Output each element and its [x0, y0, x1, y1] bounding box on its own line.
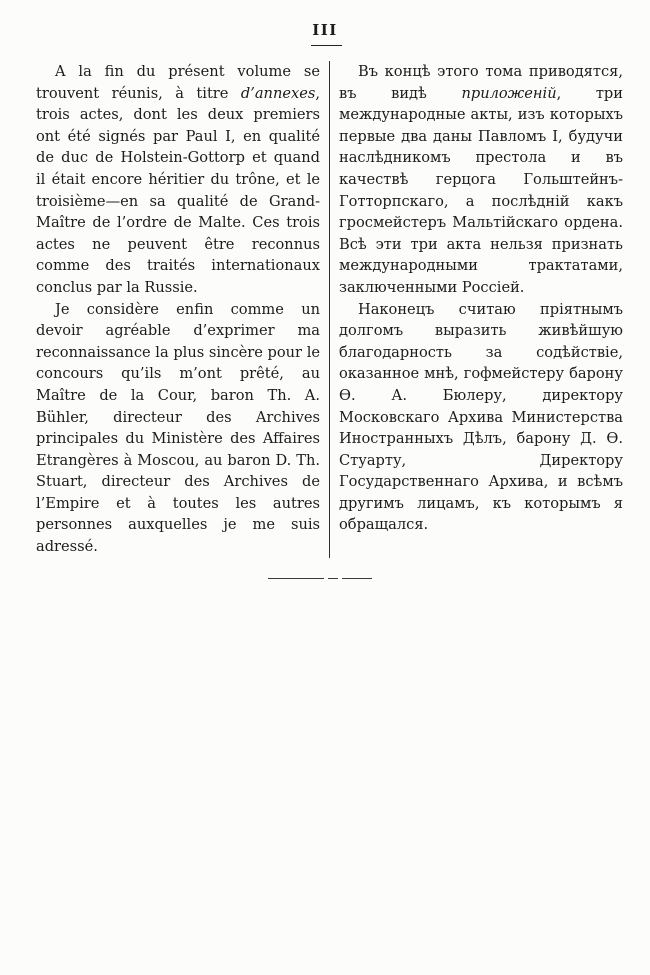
text-run: Въ концѣ этого тома приводятся, въ видѣ: [339, 63, 623, 102]
russian-column: [330, 61, 623, 558]
page-number-rule: [311, 45, 342, 46]
paragraph: [339, 299, 623, 537]
page-number: III: [312, 21, 338, 39]
end-rule-segment: [268, 578, 324, 579]
french-column: [36, 61, 329, 558]
paragraph: [36, 299, 320, 558]
text-run: , три международные акты, изъ которыхъ первые два даны Павломъ I, будучи наслѣдникомъ престола и въ качествѣ герцога Гольштейнъ-Готторпскаго, а послѣдній какъ гросмейстеръ Мальтійскаго ордена. Всѣ эти три акта нельзя признать международными трактатами, заключенными Россіей.: [339, 84, 623, 296]
text-columns: [36, 61, 624, 558]
end-rule-segment: [328, 578, 338, 579]
italic-text-run: d’annexes: [240, 84, 316, 102]
text-run: , trois actes, dont les deux premiers ont été signés par Paul I, en qualité de duc de Holstein-Gottorp et quand il était encore héritier du trône, et le troisième—en sa qualité de Grand-Maître de l’ordre de Malte. Ces trois actes ne peuvent être reconnus comme des traités internationaux conclus par la Russie.: [36, 84, 320, 296]
paragraph: [339, 61, 623, 299]
paragraph: [36, 61, 320, 299]
italic-text-run: приложеній: [461, 84, 557, 102]
text-run: A la fin du présent volume se trouvent réunis, à titre: [36, 63, 320, 102]
text-run: Je considère enfin comme un devoir agréable d’exprimer ma reconnaissance la plus sincère pour le concours qu’ils m’ont prêté, au Maître de la Cour, baron Th. A. Bühler, directeur des Archives principales du Ministère des Affaires Etrangères à Moscou, au baron D. Th. Stuart, directeur des Archives de l’Empire et à toutes les autres personnes auxquelles je me suis adressé.: [36, 300, 320, 556]
text-run: Наконецъ считаю пріятнымъ долгомъ выразить живѣйшую благодарность за содѣйствіе, оказанное мнѣ, гофмейстеру барону Ѳ. А. Бюлеру, директору Московскаго Архива Министерства Иностранныхъ Дѣлъ, барону Д. Ѳ. Стуарту, Директору Государственнаго Архива, и всѣмъ другимъ лицамъ, къ которымъ я обращался.: [339, 300, 623, 534]
end-rule-segment: [342, 578, 372, 579]
end-rule: [268, 577, 378, 579]
